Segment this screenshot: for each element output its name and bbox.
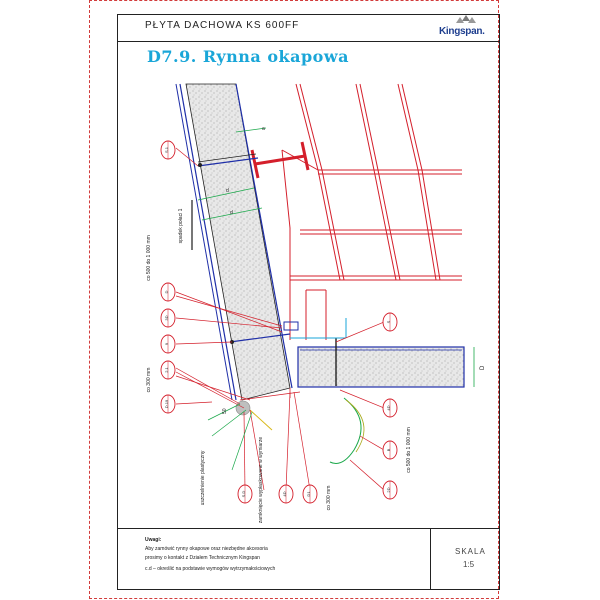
label-range-mid: co 300 mm bbox=[146, 367, 152, 393]
note-line-1: Aby zamówić rynny okapowe oraz niezbędne akcesoria bbox=[145, 546, 268, 552]
gutter-profile bbox=[330, 398, 361, 464]
section-title: D7.9. Rynna okapowa bbox=[147, 47, 349, 66]
steel-frame bbox=[282, 84, 462, 340]
label-direction: spadek połaci 1 bbox=[178, 208, 184, 244]
top-fastener-head bbox=[198, 163, 202, 167]
document-title: PŁYTA DACHOWA KS 600FF bbox=[145, 20, 300, 31]
callout-bubble bbox=[161, 361, 175, 379]
mark-d2: d bbox=[230, 210, 233, 216]
callout-label: D1 bbox=[306, 491, 311, 497]
mark-a1: a bbox=[262, 126, 265, 132]
callout-label: S.D bbox=[241, 490, 246, 498]
callout-bubble bbox=[161, 141, 175, 159]
dim-d-label: D bbox=[480, 365, 486, 370]
callout-bubble bbox=[303, 485, 317, 503]
eave-clip bbox=[284, 322, 298, 330]
callout-label: S.1 bbox=[164, 146, 169, 154]
callout-label: 4D bbox=[282, 491, 287, 497]
callout-bubble bbox=[161, 309, 175, 327]
callout-bubble bbox=[383, 481, 397, 499]
callout-label: S bbox=[386, 320, 391, 324]
callout-label: 9 bbox=[164, 342, 169, 346]
horizontal-wall-panel bbox=[298, 347, 464, 387]
note-line-2: prosimy o kontakt z Działem Technicznym Kingspan bbox=[145, 555, 260, 561]
callout-bubble bbox=[238, 485, 252, 503]
label-closure: zamknięcie wypłaskowane w wymiarze bbox=[258, 436, 264, 524]
logo-text: Kingspan. bbox=[439, 26, 485, 37]
note-title: Uwagi: bbox=[145, 537, 162, 543]
callout-label: 4D bbox=[386, 405, 391, 411]
callout-group bbox=[161, 141, 397, 506]
callout-label: 3D bbox=[164, 315, 169, 321]
mark-d1: d bbox=[226, 188, 229, 194]
scale-label: SKALA bbox=[455, 547, 486, 556]
callout-bubble bbox=[161, 283, 175, 301]
callout-label: D bbox=[164, 290, 169, 294]
callout-label: 2D bbox=[386, 487, 391, 493]
label-range-top: co 500 do 1 000 mm bbox=[146, 235, 152, 281]
callout-bubble bbox=[383, 441, 397, 459]
note-line-3: c.d – określić na podstawie wymogów wytrzymałościowych bbox=[145, 566, 276, 572]
footer-divider bbox=[430, 528, 431, 590]
label-dim-50: 50 bbox=[222, 408, 228, 414]
label-range-bottom: co 300 mm bbox=[326, 485, 332, 511]
callout-bubble bbox=[161, 395, 175, 413]
callout-label: 2.1 bbox=[164, 367, 169, 373]
callout-bubble bbox=[161, 335, 175, 353]
label-range-right: co 500 do 1 000 mm bbox=[406, 427, 412, 473]
callout-label: B bbox=[386, 448, 391, 452]
callout-bubble bbox=[383, 399, 397, 417]
callout-label: D.19 bbox=[164, 399, 169, 409]
callout-bubble bbox=[383, 313, 397, 331]
label-filler: uszczelnienie plastyczny bbox=[200, 450, 206, 506]
callout-leaders-bottom bbox=[244, 392, 310, 490]
callout-bubble bbox=[279, 485, 293, 503]
scale-value: 1:5 bbox=[463, 560, 475, 569]
